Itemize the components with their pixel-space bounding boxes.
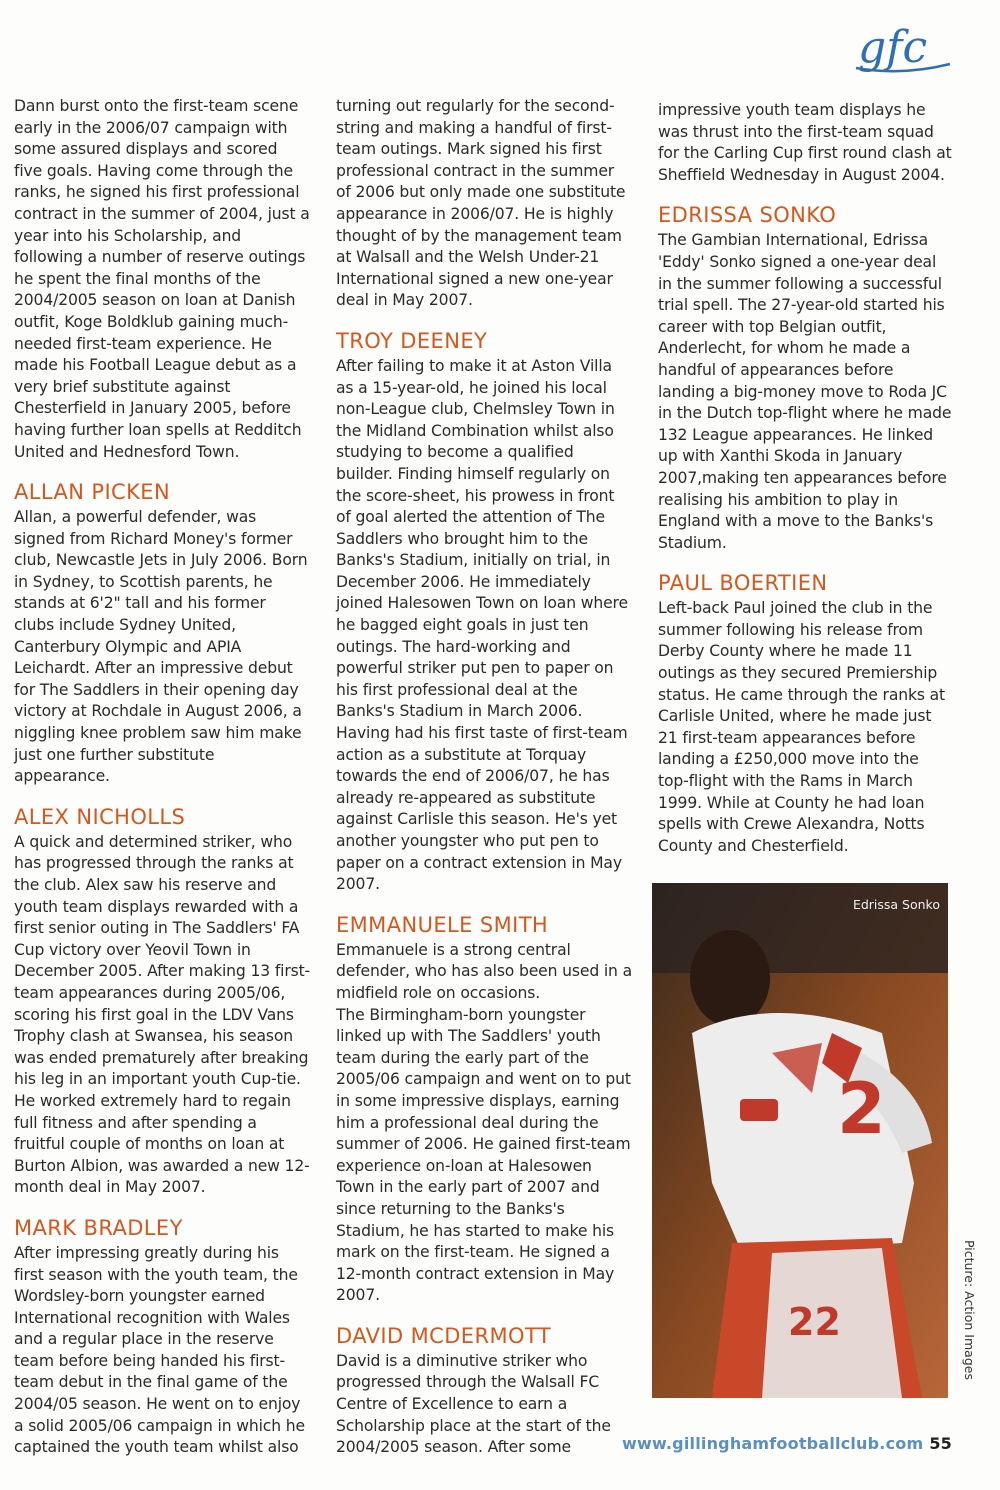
- heading-troy-deeney: TROY DEENEY: [336, 328, 488, 353]
- heading-alex-nicholls: ALEX NICHOLLS: [14, 804, 186, 829]
- player-photo: [652, 883, 948, 1398]
- article-column-3: [658, 100, 954, 857]
- photo-caption: Edrissa Sonko: [852, 897, 940, 912]
- club-monogram-icon: [852, 18, 956, 82]
- footer: [622, 1434, 952, 1453]
- article-column-2: [336, 96, 632, 1459]
- paragraph-alex-nicholls: A quick and determined striker, who has progressed through the ranks at the club. Alex saw his reserve and youth team displays rewarded with a first senior outing in The Saddlers' FA Cup victory over Yeovil Town in December 2005. After making 13 first-team appearances during 2005/06, scoring his first goal in the LDV Vans Trophy clash at Swansea, his season was ended prematurely after breaking his leg in an important youth Cup-tie. He worked extremely hard to regain full fitness and after spending a fruitful couple of months on loan at Burton Albion, was awarded a new 12-month deal in May 2007.: [14, 832, 311, 1197]
- club-logo: [852, 18, 956, 82]
- heading-david-mcdermott: DAVID MCDERMOTT: [336, 1323, 551, 1348]
- heading-emmanuele-smith: EMMANUELE SMITH: [336, 912, 549, 937]
- paragraph-edrissa-sonko: The Gambian International, Edrissa 'Eddy' Sonko signed a one-year deal in the summer following a successful trial spell. The 27-year-old started his career with top Belgian outfit, Anderlecht, for whom he made a handful of appearances before landing a big-money move to Roda JC in the Dutch top-flight where he made 132 League appearances. He linked up with Xanthi Skoda in January 2007,making ten appearances before realising his ambition to play in England with a move to the Banks's Stadium.: [658, 231, 952, 552]
- intro-paragraph: Dann burst onto the first-team scene early in the 2006/07 campaign with some assured displays and scored five goals. Having come through the ranks, he signed his first professional contract in the summer of 2004, just a year into his Scholarship, and following a number of reserve outings he spent the final months of the 2004/2005 season on loan at Danish outfit, Koge Boldklub gaining much-needed first-team experience. He made his Football League debut as a very brief substitute against Chesterfield in January 2005, before having further loan spells at Redditch United and Hednesford Town.: [14, 97, 310, 461]
- paragraph-paul-boertien: Left-back Paul joined the club in the summer following his release from Derby County where he made 11 outings as they secured Premiership status. He came through the ranks at Carlisle United, where he made just 21 first-team appearances before landing a £250,000 move into the top-flight with the Rams in March 1999. While at County he had loan spells with Crewe Alexandra, Notts County and Chesterfield.: [658, 599, 945, 855]
- heading-allan-picken: ALLAN PICKEN: [14, 480, 171, 505]
- heading-paul-boertien: PAUL BOERTIEN: [658, 571, 828, 596]
- paragraph-emmanuele-smith-1: Emmanuele is a strong central defender, who has also been used in a midfield role on occasions.: [336, 940, 633, 1002]
- shirt-number-front: 2: [837, 1068, 886, 1150]
- paragraph-mark-bradley: After impressing greatly during his first season with the youth team, the Wordsley-born youngster earned International recognition with Wales and a regular place in the reserve team before being handed his first-team debut in the final game of the 2004/05 season. He went on to enjoy a solid 2005/06 campaign in which he captained the youth team whilst also: [14, 1243, 305, 1457]
- player-illustration: [652, 883, 948, 1398]
- paragraph-emmanuele-smith-2: The Birmingham-born youngster linked up with The Saddlers' youth team during the early part of the 2005/06 campaign and went on to put in some impressive displays, earning him a professional deal during the summer of 2006. He gained first-team experience on-loan at Halesowen Town in the early part of 2007 and since returning to the Banks's Stadium, he has started to make his mark on the first-team. He signed a 12-month contract extension in May 2007.: [336, 1005, 631, 1305]
- logo-text: gfc: [858, 22, 928, 73]
- paragraph-david-mcdermott-cont: impressive youth team displays he was thrust into the first-team squad for the Carling Cup first round clash at Sheffield Wednesday in August 2004.: [658, 101, 952, 184]
- paragraph-mark-bradley-cont: turning out regularly for the second-string and making a handful of first-team outings. Mark signed his first professional contract in the summer of 2006 but only made one substitute appearance in 2006/07. He is highly thought of by the management team at Walsall and the Welsh Under-21 International signed a new one-year deal in May 2007.: [336, 97, 626, 310]
- paragraph-allan-picken: Allan, a powerful defender, was signed from Richard Money's former club, Newcastle Jets in July 2006. Born in Sydney, to Scottish parents, he stands at 6'2" tall and his former clubs include Sydney United, Canterbury Olympic and APIA Leichardt. After an impressive debut for The Saddlers in their opening day victory at Rochdale in August 2006, a niggling knee problem saw him make just one further substitute appearance.: [14, 508, 308, 786]
- shirt-number-shorts: 22: [788, 1300, 841, 1344]
- page-number: 55: [929, 1434, 952, 1453]
- paragraph-david-mcdermott: David is a diminutive striker who progressed through the Walsall FC Centre of Excellence to earn a Scholarship place at the start of the 2004/2005 season. After some: [336, 1351, 611, 1457]
- heading-edrissa-sonko: EDRISSA SONKO: [658, 203, 837, 228]
- paragraph-troy-deeney: After failing to make it at Aston Villa as a 15-year-old, he joined his local non-League club, Chelmsley Town in the Midland Combination whilst also studying to become a qualified builder. Finding himself regularly on the score-sheet, his prowess in front of goal alerted the attention of The Saddlers who brought him to the Banks's Stadium, initially on trial, in December 2006. He immediately joined Halesowen Town on loan where he bagged eight goals in just ten outings. The hard-working and powerful striker put pen to paper on his first professional deal at the Banks's Stadium in March 2006. Having had his first taste of first-team action as a substitute at Torquay towards the end of 2006/07, he has already re-appeared as substitute against Carlisle this season. He's yet another youngster who put pen to paper on a contract extension in May 2007.: [336, 356, 628, 894]
- heading-mark-bradley: MARK BRADLEY: [14, 1215, 183, 1240]
- website-url[interactable]: www.gillinghamfootballclub.com: [621, 1434, 924, 1453]
- photo-credit: Picture: Action Images: [962, 1240, 977, 1380]
- article-column-1: [14, 96, 310, 1459]
